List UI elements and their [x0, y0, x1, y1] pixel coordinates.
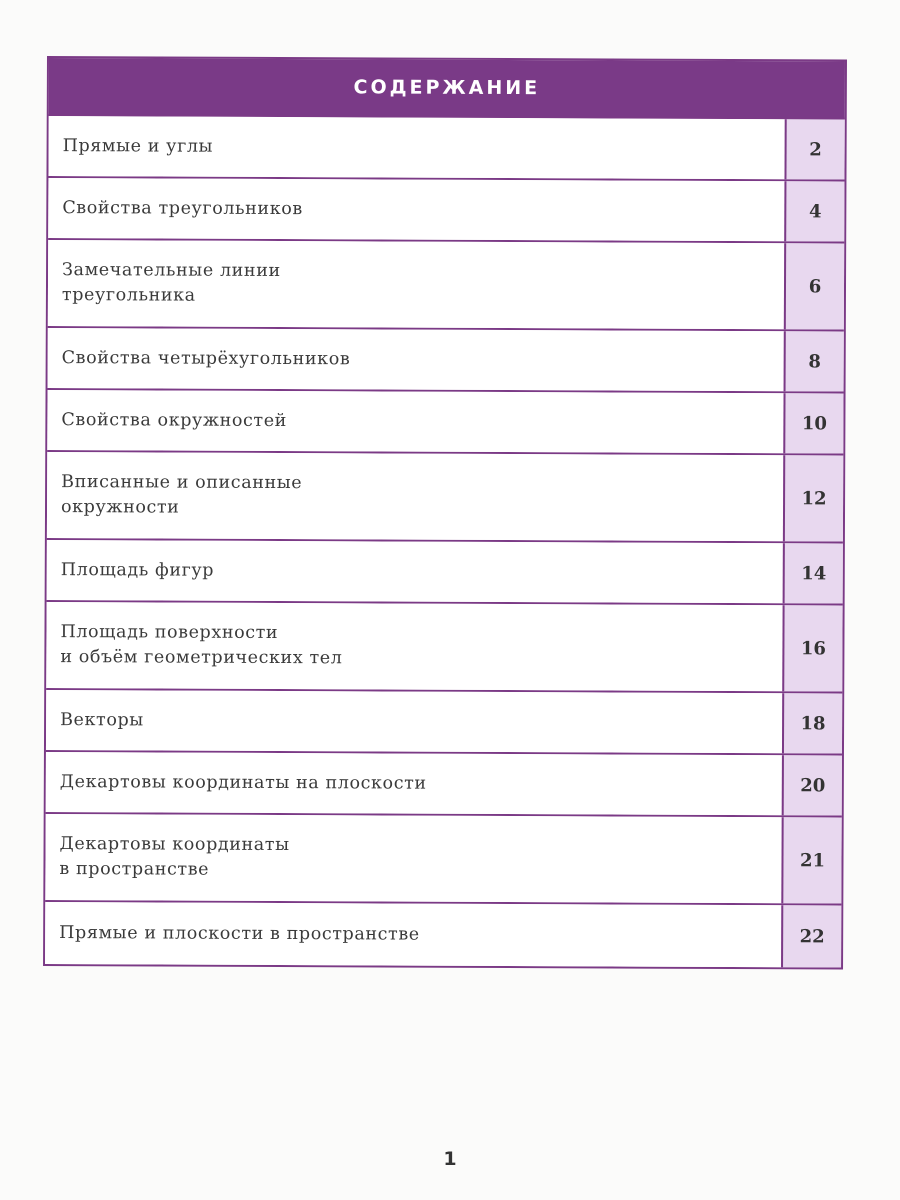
toc-row[interactable] [46, 690, 842, 755]
toc-row-title[interactable]: Свойства окружностей [47, 390, 783, 453]
toc-row-page: 12 [783, 455, 843, 541]
toc-row[interactable] [48, 328, 844, 393]
toc-row[interactable] [47, 452, 843, 543]
toc-row-page: 21 [781, 817, 841, 903]
toc-row-title[interactable]: Площадь фигур [47, 540, 783, 603]
toc-row[interactable] [46, 752, 842, 817]
toc-row[interactable] [48, 116, 844, 181]
toc-row-page: 14 [783, 543, 843, 603]
toc-row[interactable] [45, 814, 841, 905]
toc-row-page: 4 [784, 181, 844, 241]
page-number: 1 [443, 1148, 457, 1170]
toc-row-title[interactable]: Декартовы координаты в пространстве [45, 814, 781, 903]
toc-row-page: 6 [784, 243, 844, 329]
toc-row-page: 10 [783, 393, 843, 453]
toc-row-page: 8 [784, 331, 844, 391]
toc-row-title[interactable]: Вписанные и описанные окружности [47, 452, 783, 541]
toc-row-title[interactable]: Замечательные линии треугольника [48, 240, 784, 329]
toc-row-title[interactable]: Площадь поверхности и объём геометрических тел [46, 602, 782, 691]
toc-row-title[interactable]: Свойства треугольников [48, 178, 784, 241]
toc-row[interactable] [47, 540, 843, 605]
toc-row-page: 16 [782, 605, 842, 691]
toc-row-page: 22 [781, 905, 841, 967]
toc-row-title[interactable]: Векторы [46, 690, 782, 753]
toc-row-title[interactable]: Декартовы координаты на плоскости [46, 752, 782, 815]
toc-row[interactable] [48, 240, 844, 331]
toc-row-page: 20 [782, 755, 842, 815]
toc-row[interactable] [45, 902, 841, 967]
toc-row[interactable] [47, 390, 843, 455]
table-of-contents [43, 56, 847, 969]
toc-row-title[interactable]: Прямые и углы [48, 116, 784, 179]
toc-header: СОДЕРЖАНИЕ [49, 58, 845, 119]
toc-row[interactable] [46, 602, 842, 693]
toc-row-page: 18 [782, 693, 842, 753]
toc-row-page: 2 [784, 119, 844, 179]
toc-row-title[interactable]: Свойства четырёхугольников [48, 328, 784, 391]
toc-row[interactable] [48, 178, 844, 243]
toc-row-title[interactable]: Прямые и плоскости в пространстве [45, 902, 781, 967]
